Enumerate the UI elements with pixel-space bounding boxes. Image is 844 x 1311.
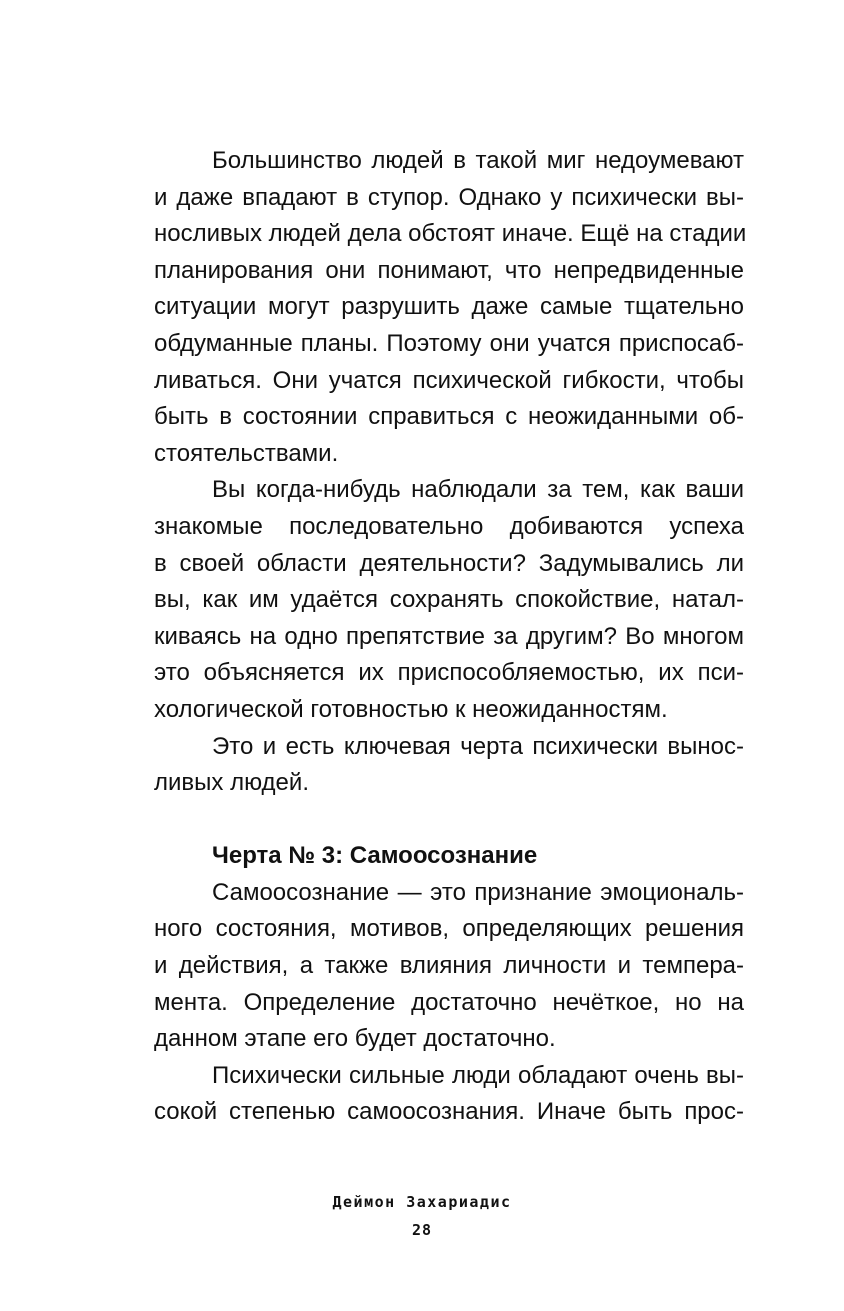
text-line: Большинство людей в такой миг недоумевают [212, 147, 744, 174]
text-line: знакомые последовательно добиваются успеха [154, 512, 744, 540]
text-line: Психически сильные люди обладают очень вы- [212, 1061, 744, 1089]
text-line: ливых людей. [154, 769, 309, 797]
text-line: это объясняется их приспособляемостью, их пси- [154, 659, 744, 687]
section-gap [154, 802, 744, 839]
text-line: обдуманные планы. Поэтому они учатся приспосаб- [154, 329, 744, 357]
text-line: хологической готовностью к неожиданностям. [154, 695, 668, 723]
section-heading: Черта № 3: Самоосознание [212, 842, 538, 870]
text-line: ливаться. Они учатся психической гибкости, чтобы [154, 366, 744, 394]
text-line: Самоосознание — это признание эмоциональ- [212, 878, 744, 906]
text-line: стоятельствами. [154, 439, 339, 467]
text-line: планирования они понимают, что непредвиденные [154, 256, 744, 284]
footer-author: Деймон Захариадис [332, 1193, 512, 1211]
text-line: киваясь на одно препятствие за другим? Во многом [154, 622, 744, 650]
text-line: Это и есть ключевая черта психически вынос- [212, 732, 744, 760]
text-line: и даже впадают в ступор. Однако у психически вы- [154, 183, 744, 211]
text-line: быть в состоянии справиться с неожиданными об- [154, 403, 744, 431]
text-line: в своей области деятельности? Задумывались ли [154, 549, 744, 577]
text-line: данном этапе его будет достаточно. [154, 1025, 556, 1053]
text-line: носливых людей дела обстоят иначе. Ещё на стадии [154, 220, 747, 248]
body-text [154, 143, 747, 1131]
text-line: сокой степенью самоосознания. Иначе быть прос- [154, 1098, 744, 1126]
text-line: Вы когда-нибудь наблюдали за тем, как ваши [212, 476, 744, 504]
text-line: ситуации могут разрушить даже самые тщательно [154, 293, 744, 321]
page-number: 28 [411, 1221, 433, 1239]
text-line: вы, как им удаётся сохранять спокойствие, натал- [154, 586, 744, 614]
text-line: мента. Определение достаточно нечёткое, но на [154, 988, 744, 1016]
text-line: и действия, а также влияния личности и темпера- [154, 952, 744, 980]
text-line: ного состояния, мотивов, определяющих решения [154, 915, 744, 943]
